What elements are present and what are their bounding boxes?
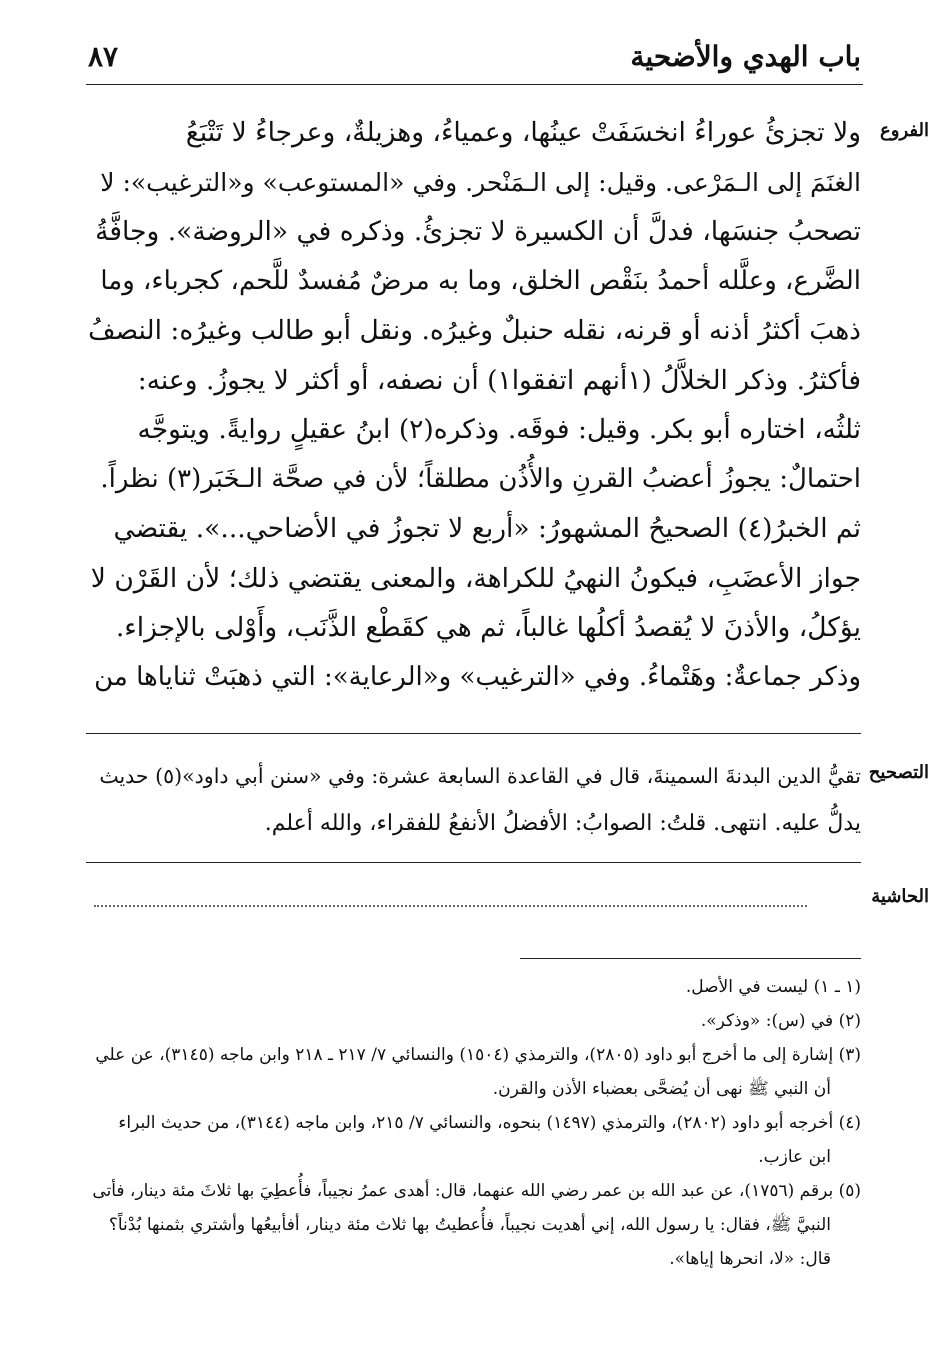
page-header-title: باب الهدي والأضحية [630, 40, 861, 73]
hashiya-dotted-line [94, 905, 807, 907]
footnote-line: أن النبي ﷺ نهى أن يُضحَّى بعضباء الأذن والقرن. [492, 1079, 831, 1099]
section-label-furu: الفروع [880, 120, 929, 141]
section-divider [86, 862, 861, 863]
main-text-line: ولا تجزئُ عوراءُ انخسَفَتْ عينُها، وعمياءُ، وهزيلةٌ، وعرجاءُ لا تَتْبَعُ [185, 117, 861, 148]
footnote-divider [520, 958, 861, 959]
footnote-line: (٥) برقم (١٧٥٦)، عن عبد الله بن عمر رضي الله عنهما، قال: أهدى عمرُ نجيباً، فأُعطِيَ بها ثلاثَ مئة دينار، فأتى [92, 1181, 861, 1201]
tashih-text-block [87, 752, 861, 848]
tashih-text-line: يدلُّ عليه. انتهى. قلتُ: الصوابُ: الأفضلُ الأنفعُ للفقراء، والله أعلم. [264, 811, 861, 836]
main-text-line: ثم الخبرُ(٤) الصحيحُ المشهورُ: «أربع لا تجوزُ في الأضاحي...». يقتضي [113, 513, 861, 544]
main-text-block [87, 108, 861, 702]
footnote-line: النبيَّ ﷺ، فقال: يا رسول الله، إني أهديت نجيباً، فأُعطيتُ بها ثلاث مئة دينار، أفأبيعُها وأشتري بثمنها بُدْناً؟ [108, 1215, 831, 1235]
main-text-line: تصحبُ جنسَها، فدلَّ أن الكسيرة لا تجزئُ. وذكره في «الروضة». وجافَّةُ [95, 216, 861, 247]
page-number: ٨٧ [88, 40, 119, 73]
main-text-line: احتمالٌ: يجوزُ أعضبُ القرنِ والأُذُن مطلقاً؛ لأن في صحَّة الـخَبَر(٣) نظراً. [100, 463, 861, 494]
footnotes-block [81, 970, 861, 1276]
main-text-line: يؤكلُ، والأذنَ لا يُقصدُ أكلُها غالباً، ثم هي كقَطْع الذَّنَب، وأَوْلى بالإجزاء. [115, 612, 861, 643]
header-rule [86, 84, 863, 85]
main-text-line: وذكر جماعةٌ: وهَتْماءُ. وفي «الترغيب» و«الرعاية»: التي ذهبَتْ ثناياها من [94, 661, 861, 692]
main-text-line: الغنَمَ إلى الـمَرْعى. وقيل: إلى الـمَنْحر. وفي «المستوعب» و«الترغيب»: لا [100, 167, 861, 197]
footnote-line: (٣) إشارة إلى ما أخرج أبو داود (٢٨٠٥)، والترمذي (١٥٠٤) والنسائي ٧/ ٢١٧ ـ ٢١٨ وابن ماجه (٣١٤٥)، عن علي [95, 1045, 861, 1065]
footnote-line: (٤) أخرجه أبو داود (٢٨٠٢)، والترمذي (١٤٩٧) بنحوه، والنسائي ٧/ ٢١٥، وابن ماجه (٣١٤٤)، من حديث البراء [118, 1113, 861, 1133]
section-divider [86, 733, 861, 734]
main-text-line: الضَّرع، وعلَّله أحمدُ بنَقْص الخلق، وما به مرضٌ مُفسدٌ للَّحم، كجرباء، وما [100, 265, 861, 296]
tashih-text-line: تقيُّ الدين البدنةَ السمينةَ، قال في القاعدة السابعة عشرة: وفي «سنن أبي داود»(٥) حديث [99, 764, 861, 788]
section-label-tashih: التصحيح [868, 762, 929, 783]
main-text-line: جواز الأعضَبِ، فيكونُ النهيُ للكراهة، والمعنى يقتضي ذلك؛ لأن القَرْن لا [90, 562, 861, 594]
section-label-hashiya: الحاشية [871, 886, 929, 907]
main-text-line: ذهبَ أكثرُ أذنه أو قرنه، نقله حنبلٌ وغيرُه. ونقل أبو طالب وغيرُه: النصفُ [88, 315, 861, 346]
footnote-line: (٢) في (س): «وذكر». [700, 1011, 861, 1031]
main-text-line: فأكثرُ. وذكر الخلاَّلُ (١أنهم اتفقوا١) أن نصفه، أو أكثر لا يجوزُ. وعنه: [137, 364, 861, 396]
footnote-line: قال: «لا، انحرها إياها». [669, 1249, 831, 1269]
footnote-line: ابن عازب. [758, 1147, 831, 1167]
footnote-line: (١ ـ ١) ليست في الأصل. [685, 977, 861, 997]
main-text-line: ثلثُه، اختاره أبو بكر. وقيل: فوقَه. وذكره(٢) ابنُ عقيلٍ روايةً. ويتوجَّه [137, 414, 861, 445]
